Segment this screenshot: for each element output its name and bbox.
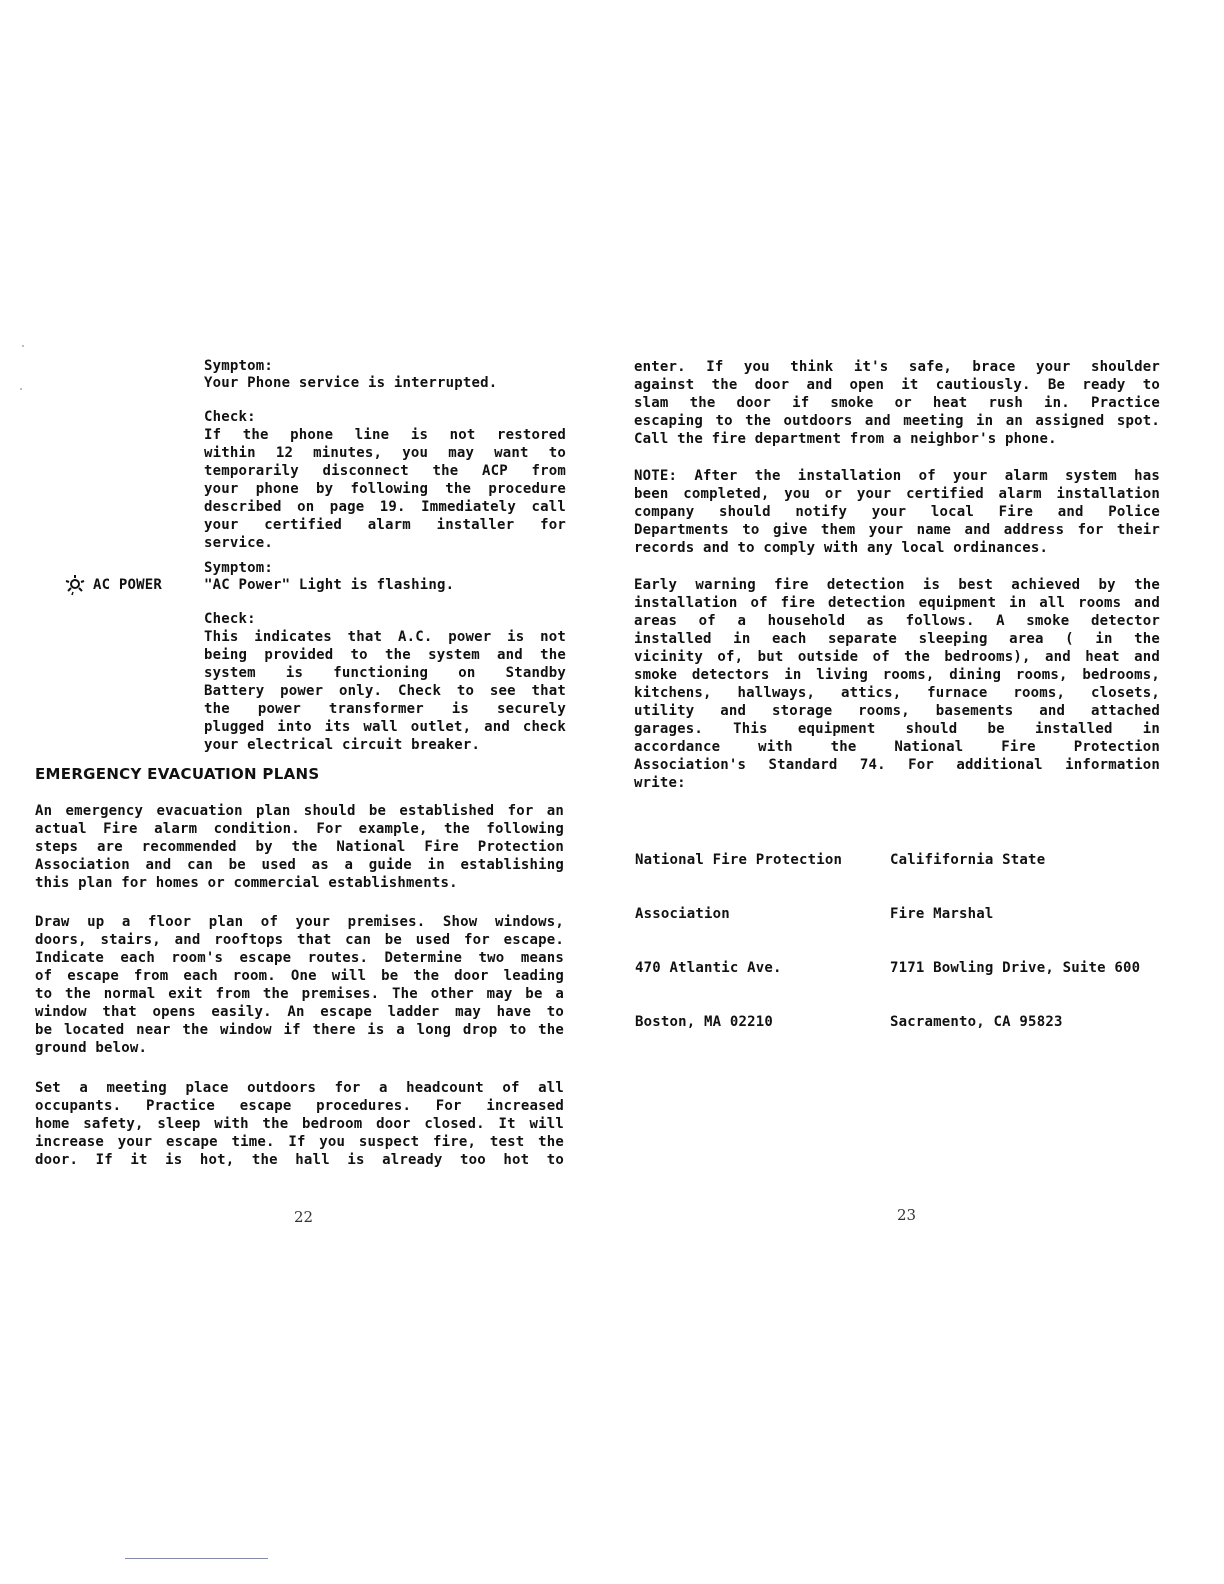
text-line: NOTE: After the installation of your alarm system has xyxy=(634,468,1160,484)
light-flashing-icon xyxy=(64,574,86,596)
text-line: installed in each separate sleeping area ( in the xyxy=(634,631,1160,647)
address-line: Calififornia State xyxy=(890,852,1046,868)
paragraph xyxy=(634,358,1160,448)
section-heading: EMERGENCY EVACUATION PLANS xyxy=(35,765,320,783)
address-line: Fire Marshal xyxy=(890,906,994,922)
text-line: installation of fire detection equipment in all rooms and xyxy=(634,595,1160,611)
text-line: Departments to give them your name and address for their xyxy=(634,522,1160,538)
text-line: If the phone line is not restored xyxy=(204,427,566,443)
text-line: records and to comply with any local ordinances. xyxy=(634,540,1049,556)
text-line: Early warning fire detection is best achieved by the xyxy=(634,577,1160,593)
address-nfpa xyxy=(635,815,842,1049)
text-line: being provided to the system and the xyxy=(204,647,566,663)
text-line: system is functioning on Standby xyxy=(204,665,566,681)
text-line: Battery power only. Check to see that xyxy=(204,683,566,699)
symptom-label: Symptom: xyxy=(204,358,274,374)
text-line: steps are recommended by the National Fire Protection xyxy=(35,839,564,855)
ac-power-label: AC POWER xyxy=(93,577,163,593)
paragraph xyxy=(35,913,564,1057)
text-line: write: xyxy=(634,775,686,791)
text-line: window that opens easily. An escape ladder may have to xyxy=(35,1004,564,1020)
text-line: door. If it is hot, the hall is already too hot to xyxy=(35,1152,564,1168)
check-label: Check: xyxy=(204,611,256,627)
text-line: service. xyxy=(204,535,274,551)
text-line: enter. If you think it's safe, brace your shoulder xyxy=(634,359,1160,375)
speck xyxy=(20,388,22,390)
text-line: your phone by following the procedure xyxy=(204,481,566,497)
text-line: ground below. xyxy=(35,1040,148,1056)
symptom-text: "AC Power" Light is flashing. xyxy=(204,577,455,593)
address-line: Boston, MA 02210 xyxy=(635,1014,774,1030)
text-line: actual Fire alarm condition. For example, the following xyxy=(35,821,564,837)
text-line: utility and storage rooms, basements and attached xyxy=(634,703,1160,719)
note-paragraph xyxy=(634,467,1160,557)
address-fire-marshal xyxy=(890,815,1140,1049)
text-line: company should notify your local Fire and Police xyxy=(634,504,1160,520)
text-line: doors, stairs, and rooftops that can be used for escape. xyxy=(35,932,564,948)
paragraph xyxy=(634,576,1160,792)
address-line: Sacramento, CA 95823 xyxy=(890,1014,1063,1030)
text-line: vicinity of, but outside of the bedrooms), and heat and xyxy=(634,649,1160,665)
text-line: of escape from each room. One will be the door leading xyxy=(35,968,564,984)
text-line: described on page 19. Immediately call xyxy=(204,499,566,515)
text-line: This indicates that A.C. power is not xyxy=(204,629,566,645)
text-line: An emergency evacuation plan should be established for an xyxy=(35,803,564,819)
text-line: been completed, you or your certified alarm installation xyxy=(634,486,1160,502)
text-line: home safety, sleep with the bedroom door closed. It will xyxy=(35,1116,564,1132)
text-line: accordance with the National Fire Protection xyxy=(634,739,1160,755)
page-number: 22 xyxy=(294,1208,314,1226)
text-line: Set a meeting place outdoors for a headcount of all xyxy=(35,1080,564,1096)
address-line: National Fire Protection xyxy=(635,852,843,868)
text-line: Association's Standard 74. For additional information xyxy=(634,757,1160,773)
symptom-text: Your Phone service is interrupted. xyxy=(204,375,498,391)
check-label: Check: xyxy=(204,409,256,425)
footer-rule xyxy=(125,1558,268,1559)
text-line: occupants. Practice escape procedures. For increased xyxy=(35,1098,564,1114)
text-line: this plan for homes or commercial establishments. xyxy=(35,875,458,891)
text-line: to the normal exit from the premises. The other may be a xyxy=(35,986,564,1002)
text-line: be located near the window if there is a long drop to the xyxy=(35,1022,564,1038)
text-line: areas of a household as follows. A smoke detector xyxy=(634,613,1160,629)
text-line: the power transformer is securely xyxy=(204,701,566,717)
text-line: plugged into its wall outlet, and check xyxy=(204,719,566,735)
page-number: 23 xyxy=(897,1206,917,1224)
text-line: your certified alarm installer for xyxy=(204,517,566,533)
text-line: garages. This equipment should be installed in xyxy=(634,721,1160,737)
text-line: kitchens, hallways, attics, furnace rooms, closets, xyxy=(634,685,1160,701)
text-line: increase your escape time. If you suspect fire, test the xyxy=(35,1134,564,1150)
paragraph xyxy=(35,802,564,892)
speck xyxy=(22,345,24,347)
text-line: smoke detectors in living rooms, dining rooms, bedrooms, xyxy=(634,667,1160,683)
text-line: Draw up a floor plan of your premises. Show windows, xyxy=(35,914,564,930)
text-line: your electrical circuit breaker. xyxy=(204,737,481,753)
text-line: against the door and open it cautiously. Be ready to xyxy=(634,377,1160,393)
text-line: Association and can be used as a guide in establishing xyxy=(35,857,564,873)
check-text-ac xyxy=(204,628,566,754)
symptom-label: Symptom: xyxy=(204,560,274,576)
address-line: Association xyxy=(635,906,730,922)
address-line: 470 Atlantic Ave. xyxy=(635,960,782,976)
text-line: Indicate each room's escape routes. Determine two means xyxy=(35,950,564,966)
paragraph xyxy=(35,1079,564,1169)
text-line: Call the fire department from a neighbor's phone. xyxy=(634,431,1057,447)
text-line: within 12 minutes, you may want to xyxy=(204,445,566,461)
address-line: 7171 Bowling Drive, Suite 600 xyxy=(890,960,1141,976)
text-line: escaping to the outdoors and meeting in an assigned spot. xyxy=(634,413,1160,429)
text-line: slam the door if smoke or heat rush in. Practice xyxy=(634,395,1160,411)
check-text-phone xyxy=(204,426,566,552)
text-line: temporarily disconnect the ACP from xyxy=(204,463,566,479)
